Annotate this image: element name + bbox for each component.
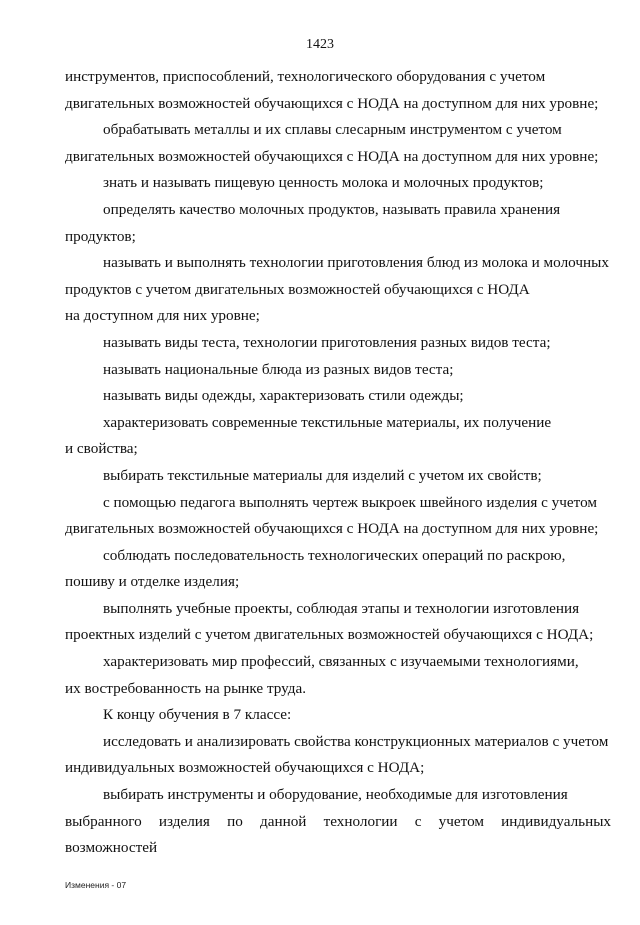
paragraph: обрабатывать металлы и их сплавы слесарным инструментом с учетом двигательных возможностей обучающихся с НОДА на доступном для них уровне; — [65, 121, 599, 165]
paragraph: с помощью педагога выполнять чертеж выкроек швейного изделия с учетом двигательных возможностей обучающихся с НОДА на доступном для них уровне; — [65, 493, 599, 538]
paragraph: называть виды теста, технологии приготовления разных видов теста; — [103, 333, 551, 351]
document-body — [65, 64, 611, 862]
paragraph: исследовать и анализировать свойства конструкционных материалов с учетом индивидуальных возможностей обучающихся с НОДА; — [65, 732, 609, 777]
footer-note: Изменения - 07 — [65, 880, 127, 890]
paragraph: соблюдать последовательность технологических операций по раскрою, пошиву и отделке изделия; — [65, 546, 566, 591]
paragraph: выбирать инструменты и оборудование, необходимые для изготовления выбранного изделия по данной технологии с учетом индивидуальных возможностей — [65, 786, 611, 857]
paragraph: называть виды одежды, характеризовать стили одежды; — [103, 387, 464, 405]
paragraph: инструментов, приспособлений, технологического оборудования с учетом двигательных возможностей обучающихся с НОДА на доступном для них уровне; — [65, 68, 599, 112]
section-heading: К концу обучения в 7 классе: — [103, 706, 292, 724]
paragraph: выбирать текстильные материалы для изделий с учетом их свойств; — [103, 466, 542, 484]
paragraph: знать и называть пищевую ценность молока и молочных продуктов; — [103, 174, 544, 192]
paragraph: характеризовать мир профессий, связанных с изучаемыми технологиями, их востребованность на рынке труда. — [65, 653, 579, 697]
paragraph: характеризовать современные текстильные материалы, их получение и свойства; — [65, 413, 552, 458]
paragraph: называть и выполнять технологии приготовления блюд из молока и молочных продуктов с учетом двигательных возможностей обучающихся с НОДА на доступном для них уровне; — [65, 254, 609, 325]
paragraph: выполнять учебные проекты, соблюдая этапы и технологии изготовления проектных изделий с учетом двигательных возможностей обучающихся с НОДА; — [65, 599, 594, 644]
page-number: 1423 — [306, 37, 334, 52]
paragraph: определять качество молочных продуктов, называть правила хранения продуктов; — [65, 200, 561, 245]
paragraph: называть национальные блюда из разных видов теста; — [103, 360, 454, 378]
